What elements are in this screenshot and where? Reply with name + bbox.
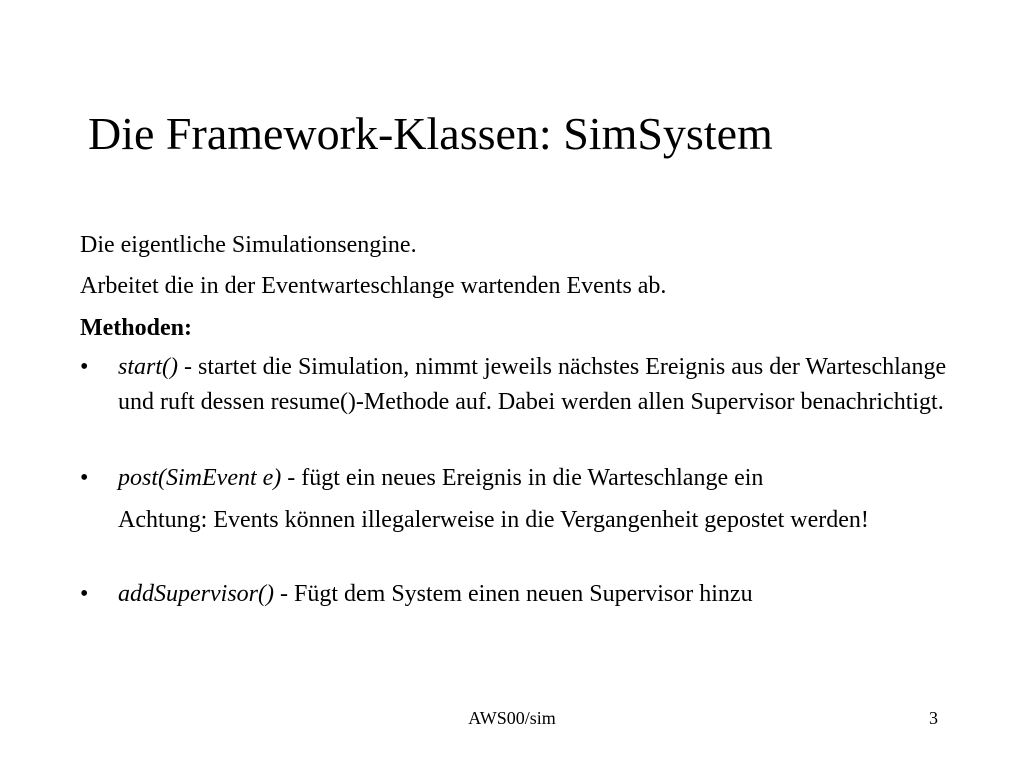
bullet-item-post — [80, 461, 950, 496]
slide-title: Die Framework-Klassen: SimSystem — [88, 108, 773, 159]
intro-line-2: Arbeitet die in der Eventwarteschlange wartenden Events ab. — [80, 273, 667, 299]
method-description: - fügt ein neues Ereignis in die Warteschlange ein — [281, 465, 764, 491]
footer-label: AWS00/sim — [468, 708, 556, 728]
bullet-content — [118, 350, 950, 419]
bullet-icon: • — [80, 581, 89, 607]
bullet-item-add-supervisor — [80, 577, 950, 612]
method-description: - Fügt dem System einen neuen Supervisor hinzu — [273, 581, 753, 607]
method-name: start() — [118, 354, 178, 380]
bullet-icon: • — [80, 465, 89, 491]
method-name: addSupervisor() — [118, 581, 274, 607]
bullet-item-start — [80, 350, 950, 419]
bullet-icon: • — [80, 354, 89, 380]
warning-note: Achtung: Events können illegalerweise in die Vergangenheit gepostet werden! — [118, 507, 869, 533]
bullet-content — [118, 577, 950, 612]
method-name: post(SimEvent e) — [118, 465, 282, 491]
methods-heading: Methoden: — [80, 315, 192, 341]
intro-line-1: Die eigentliche Simulationsengine. — [80, 232, 417, 258]
method-description: - startet die Simulation, nimmt jeweils nächstes Ereignis aus der Warteschlange und ruft dessen resume()-Methode auf. Dabei werden allen Supervisor benachrichtigt. — [118, 354, 947, 415]
bullet-content — [118, 461, 950, 496]
page-number: 3 — [929, 708, 938, 728]
